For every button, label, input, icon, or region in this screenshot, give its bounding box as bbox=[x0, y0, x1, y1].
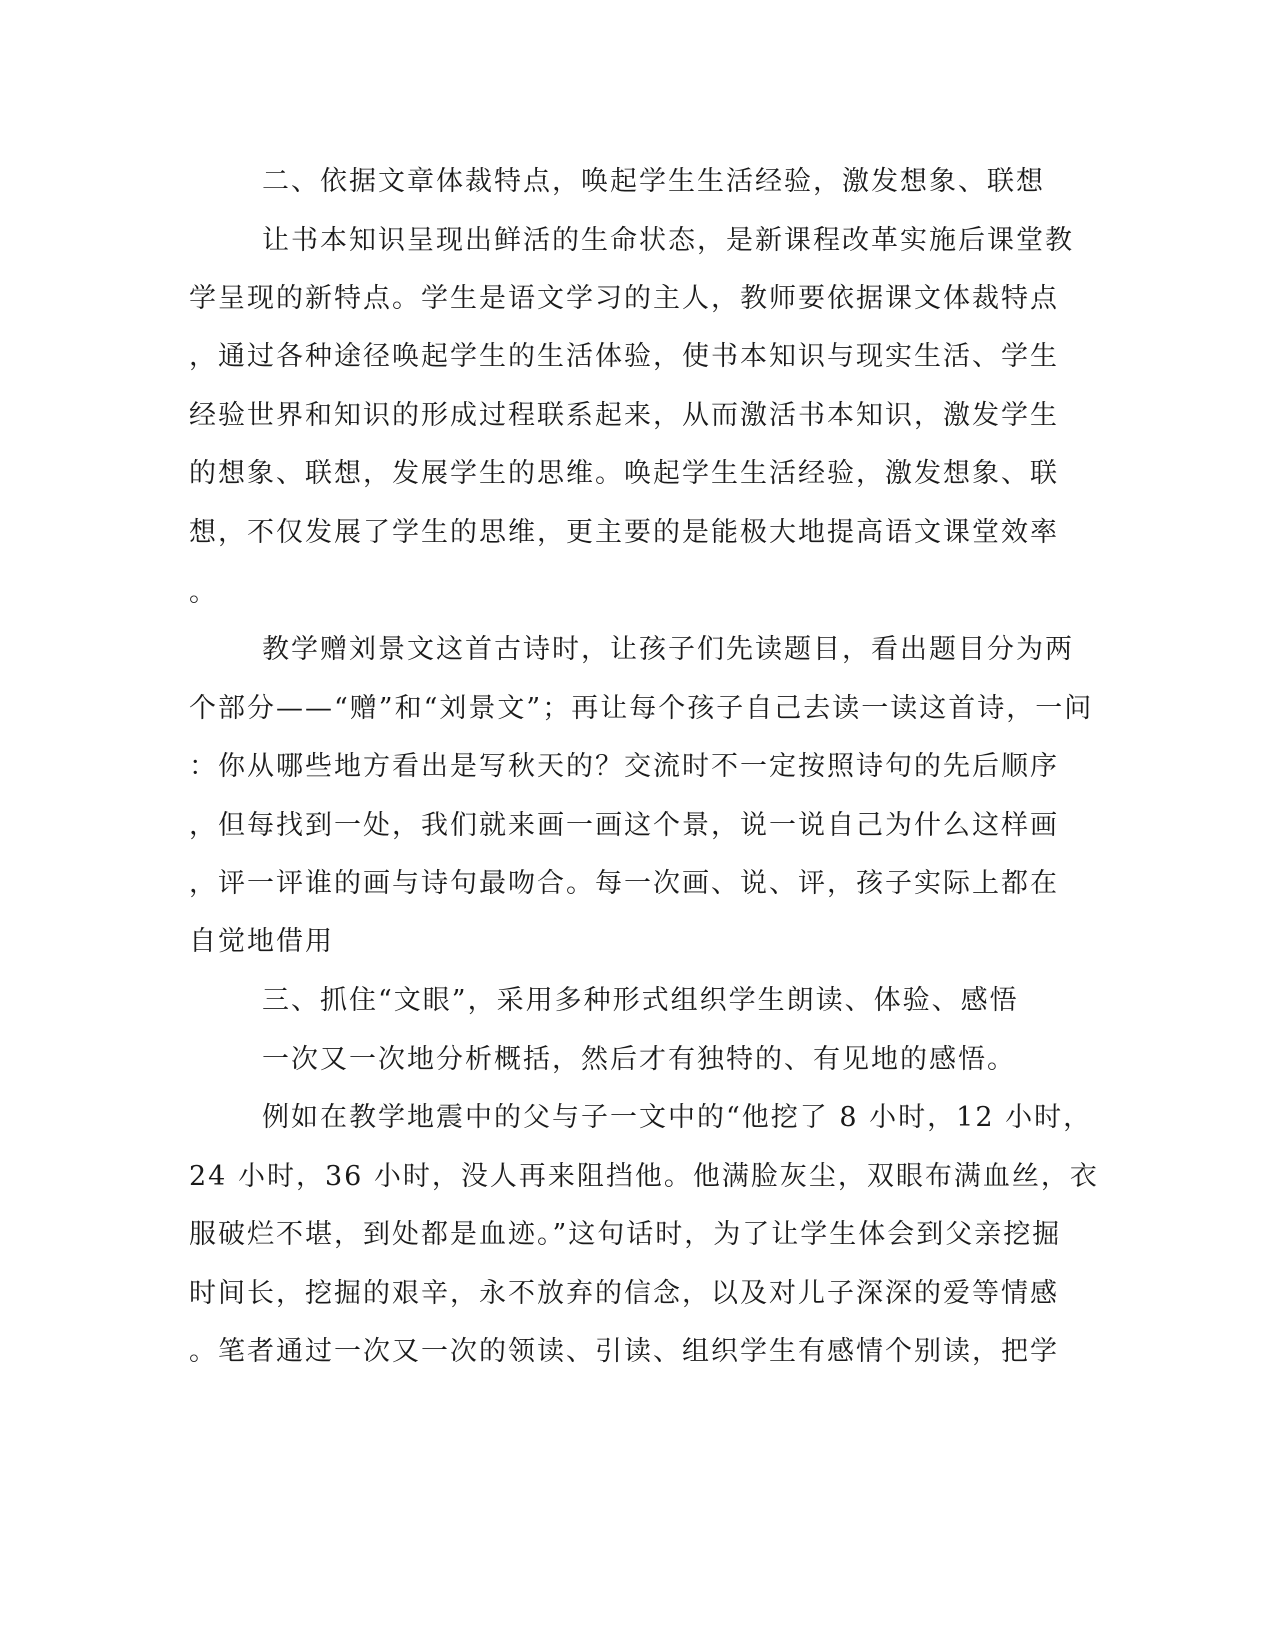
paragraph-line: 让书本知识呈现出鲜活的生命状态，是新课程改革实施后课堂教 bbox=[262, 225, 1074, 256]
paragraph-line: 一次又一次地分析概括，然后才有独特的、有见地的感悟。 bbox=[262, 1044, 1016, 1075]
paragraph-line: 想，不仅发展了学生的思维，更主要的是能极大地提高语文课堂效率 bbox=[189, 517, 1059, 548]
paragraph-line: 自觉地借用 bbox=[189, 926, 334, 957]
paragraph-line: 的想象、联想，发展学生的思维。唤起学生生活经验，激发想象、联 bbox=[189, 458, 1059, 489]
paragraph-line: 学呈现的新特点。学生是语文学习的主人，教师要依据课文体裁特点 bbox=[189, 283, 1059, 314]
paragraph-line: ，通过各种途径唤起学生的生活体验，使书本知识与现实生活、学生 bbox=[189, 341, 1059, 372]
paragraph-line: 。笔者通过一次又一次的领读、引读、组织学生有感情个别读，把学 bbox=[189, 1336, 1059, 1367]
paragraph-line: ，评一评谁的画与诗句最吻合。每一次画、说、评，孩子实际上都在 bbox=[189, 868, 1059, 899]
section-heading-2: 二、依据文章体裁特点，唤起学生生活经验，激发想象、联想 bbox=[262, 166, 1045, 197]
paragraph-line: 24 小时，36 小时，没人再来阻挡他。他满脸灰尘，双眼布满血丝，衣 bbox=[189, 1161, 1099, 1192]
paragraph-line: 例如在教学地震中的父与子一文中的“他挖了 8 小时，12 小时， bbox=[262, 1102, 1093, 1133]
paragraph-line: 。 bbox=[189, 577, 218, 608]
paragraph-line: 个部分——“赠”和“刘景文”；再让每个孩子自己去读一读这首诗，一问 bbox=[189, 693, 1094, 724]
paragraph-line: 教学赠刘景文这首古诗时，让孩子们先读题目，看出题目分为两 bbox=[262, 634, 1074, 665]
paragraph-line: ：你从哪些地方看出是写秋天的？交流时不一定按照诗句的先后顺序 bbox=[189, 751, 1059, 782]
paragraph-line: 经验世界和知识的形成过程联系起来，从而激活书本知识，激发学生 bbox=[189, 400, 1059, 431]
paragraph-line: 时间长，挖掘的艰辛，永不放弃的信念，以及对儿子深深的爱等情感 bbox=[189, 1278, 1059, 1309]
paragraph-line: 服破烂不堪，到处都是血迹。”这句话时，为了让学生体会到父亲挖掘 bbox=[189, 1219, 1062, 1250]
section-heading-3: 三、抓住“文眼”，采用多种形式组织学生朗读、体验、感悟 bbox=[262, 985, 1019, 1016]
paragraph-line: ，但每找到一处，我们就来画一画这个景，说一说自己为什么这样画 bbox=[189, 810, 1059, 841]
